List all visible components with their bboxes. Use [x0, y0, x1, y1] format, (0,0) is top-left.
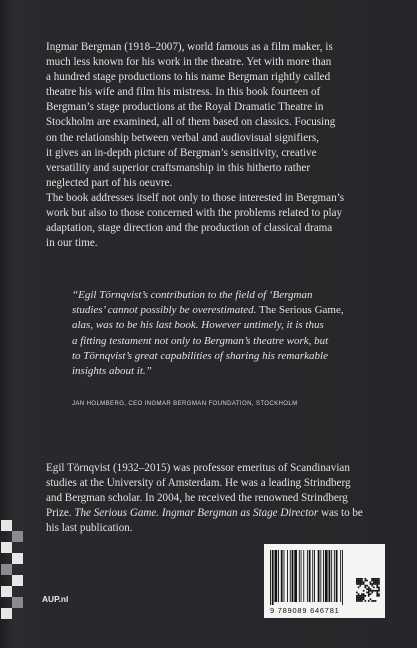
barcode-bar	[325, 550, 328, 602]
barcode-bar	[294, 550, 297, 602]
blurb-line: Bergman’s stage productions at the Royal Dramatic Theatre in	[46, 101, 324, 114]
qr-module	[365, 585, 367, 587]
qr-module	[378, 593, 380, 595]
barcode-bar	[340, 550, 341, 602]
qr-module	[366, 592, 368, 594]
qr-module	[361, 598, 363, 600]
qr-module	[363, 598, 365, 600]
qr-module	[375, 583, 377, 585]
qr-module	[368, 588, 370, 590]
blurb-line: versatility and superior craftsmanship in this hitherto rather	[46, 161, 311, 174]
isbn-digits: 9 789089 646781	[270, 606, 340, 615]
barcode-bar	[342, 550, 343, 605]
barcode-bar	[314, 550, 315, 602]
qr-module	[356, 578, 358, 580]
bio-book-title: The Serious Game. Ingmar Bergman as Stage Director	[74, 507, 319, 520]
bio-line: studies at the University of Amsterdam. He was a leading Strindberg	[46, 477, 351, 490]
qr-module	[371, 592, 373, 594]
blurb-line: on the relationship between verbal and audiovisual signifiers,	[46, 131, 319, 144]
blurb-paragraph-2	[46, 191, 376, 251]
barcode-bar	[275, 550, 278, 602]
barcode-bar	[331, 550, 332, 602]
qr-module	[371, 583, 373, 585]
blurb-line: Stockholm are examined, all of them based on classics. Focusing	[46, 116, 336, 129]
blurb-line: The book addresses itself not only to those interested in Bergman’s	[46, 191, 345, 204]
qr-module	[373, 581, 375, 583]
barcode-bar	[270, 550, 271, 605]
qr-module	[361, 597, 363, 599]
bio-line: was to be	[318, 507, 363, 520]
qr-module	[361, 580, 363, 582]
qr-module	[358, 597, 360, 599]
qr-module	[358, 587, 360, 589]
qr-module	[373, 578, 375, 580]
qr-module	[368, 595, 370, 597]
qr-module	[368, 587, 370, 589]
blurb-line: theatre his wife and film his mistress. In this book fourteen of	[46, 86, 321, 99]
publisher-name: AUP.nl	[42, 594, 69, 604]
blurb-line: in our time.	[46, 237, 98, 250]
qr-module	[361, 578, 363, 580]
qr-module	[359, 580, 361, 582]
bio-line: and Bergman scholar. In 2004, he received the renowned Strindberg	[46, 492, 348, 505]
qr-module	[375, 578, 377, 580]
quote-attribution: JAN HOLMBERG, CEO INGMAR BERGMAN FOUNDATION, STOCKHOLM	[72, 400, 298, 407]
qr-module	[363, 597, 365, 599]
qr-module	[358, 581, 360, 583]
qr-module	[368, 600, 370, 602]
qr-module	[361, 593, 363, 595]
qr-module	[376, 593, 378, 595]
qr-module	[365, 578, 367, 580]
qr-module	[371, 590, 373, 592]
qr-module	[375, 600, 377, 602]
qr-module	[378, 588, 380, 590]
barcode-bar	[303, 550, 304, 602]
qr-module	[356, 597, 358, 599]
quote-line: “Egil Törnqvist’s contribution to the field of ‘Bergman	[72, 289, 313, 301]
qr-module	[378, 578, 380, 580]
bio-line: Prize.	[46, 507, 75, 520]
qr-module	[366, 585, 368, 587]
barcode-bar	[312, 550, 313, 602]
qr-module	[373, 583, 375, 585]
qr-module	[363, 590, 365, 592]
barcode-bar	[318, 550, 320, 602]
barcode-bar	[290, 550, 291, 602]
blurb-line: Ingmar Bergman (1918–2007), world famous as a film maker, is	[46, 41, 333, 53]
qr-module	[365, 587, 367, 589]
qr-module	[371, 600, 373, 602]
qr-module	[378, 587, 380, 589]
barcode-bar	[281, 550, 283, 602]
quote-book-title: The Serious Game,	[256, 304, 344, 317]
qr-module	[378, 595, 380, 597]
qr-module	[376, 581, 378, 583]
barcode-bar	[278, 550, 279, 602]
qr-module	[376, 585, 378, 587]
qr-module	[376, 592, 378, 594]
qr-module	[359, 578, 361, 580]
qr-module	[359, 600, 361, 602]
qr-module	[376, 595, 378, 597]
qr-module	[378, 590, 380, 592]
qr-module	[356, 592, 358, 594]
blurb-line: work but also to those concerned with the problems related to play	[46, 207, 343, 220]
bio-line: his last publication.	[46, 522, 133, 535]
qr-module	[373, 600, 375, 602]
barcode-bar	[307, 550, 308, 602]
qr-module	[358, 598, 360, 600]
qr-module	[378, 583, 380, 585]
quote-line: studies’ cannot possibly be overestimated.	[72, 304, 257, 317]
blurb-line: a hundred stage productions to his name Bergman rightly called	[46, 71, 331, 84]
qr-module	[363, 581, 365, 583]
barcode-bar	[334, 550, 335, 602]
review-quote	[72, 288, 372, 379]
barcode-bar	[301, 550, 302, 602]
publisher-logo-mark	[1, 520, 25, 624]
qr-module	[376, 578, 378, 580]
qr-module	[358, 580, 360, 582]
qr-module	[366, 588, 368, 590]
blurb-line: adaptation, stage direction and the production of classical drama	[46, 222, 333, 235]
qr-module	[358, 578, 360, 580]
qr-module	[366, 580, 368, 582]
qr-module	[358, 600, 360, 602]
qr-module	[373, 580, 375, 582]
qr-module	[378, 580, 380, 582]
qr-module	[376, 580, 378, 582]
bio-line: Egil Törnqvist (1932–2015) was professor emeritus of Scandinavian	[46, 462, 350, 474]
qr-module	[368, 590, 370, 592]
isbn-barcode	[264, 544, 385, 618]
qr-module	[370, 588, 372, 590]
qr-module	[359, 595, 361, 597]
qr-module	[371, 580, 373, 582]
qr-module	[376, 587, 378, 589]
qr-module	[375, 580, 377, 582]
blurb-text	[46, 40, 376, 251]
barcode-bar	[299, 550, 300, 602]
qr-module	[376, 583, 378, 585]
qr-module	[356, 580, 358, 582]
blurb-paragraph-1	[46, 40, 376, 191]
qr-module	[358, 595, 360, 597]
qr-module	[363, 583, 365, 585]
qr-module	[370, 581, 372, 583]
qr-module	[363, 595, 365, 597]
qr-module	[370, 590, 372, 592]
barcode-bar	[272, 550, 274, 605]
qr-module	[363, 593, 365, 595]
quote-line: to Törnqvist’s great capabilities of sharing his remarkable	[72, 349, 328, 362]
quote-line: alas, was to be his last book. However untimely, it is thus	[72, 319, 324, 332]
qr-module	[378, 581, 380, 583]
qr-module	[375, 581, 377, 583]
qr-module	[359, 583, 361, 585]
blurb-line: neglected part of his oeuvre.	[46, 176, 173, 189]
qr-module	[359, 585, 361, 587]
qr-module	[373, 587, 375, 589]
barcode-bar	[309, 550, 311, 602]
qr-module	[370, 598, 372, 600]
barcode-bar	[329, 550, 331, 602]
qr-module	[356, 598, 358, 600]
qr-module	[361, 583, 363, 585]
qr-module	[370, 583, 372, 585]
quote-line: insights about it.”	[72, 365, 152, 378]
qr-module	[368, 592, 370, 594]
qr-module	[375, 590, 377, 592]
blurb-line: it gives an in-depth picture of Bergman’s sensitivity, creative	[46, 146, 317, 159]
qr-module	[371, 585, 373, 587]
qr-module	[368, 593, 370, 595]
qr-module	[361, 600, 363, 602]
qr-module	[359, 597, 361, 599]
barcode-bar	[292, 550, 294, 602]
qr-module	[376, 590, 378, 592]
qr-module	[358, 593, 360, 595]
qr-module	[361, 595, 363, 597]
qr-module	[365, 600, 367, 602]
qr-module	[358, 583, 360, 585]
qr-module	[365, 580, 367, 582]
blurb-line: much less known for his work in the theatre. Yet with more than	[46, 56, 332, 69]
qr-module	[359, 581, 361, 583]
barcode-bar	[336, 550, 338, 602]
barcode-bar	[287, 550, 288, 602]
qr-module	[370, 593, 372, 595]
qr-module	[356, 600, 358, 602]
barcode-bar	[284, 550, 285, 602]
qr-module	[371, 578, 373, 580]
qr-module	[361, 581, 363, 583]
qr-module	[359, 598, 361, 600]
qr-module	[373, 590, 375, 592]
qr-module	[356, 595, 358, 597]
barcode-bar	[320, 550, 321, 602]
qr-module	[356, 583, 358, 585]
qr-module	[365, 595, 367, 597]
author-bio	[46, 461, 376, 536]
quote-line: a fitting testament not only to Bergman’s theatre work, but	[72, 334, 329, 347]
barcode-bar	[323, 550, 324, 602]
qr-module	[356, 581, 358, 583]
